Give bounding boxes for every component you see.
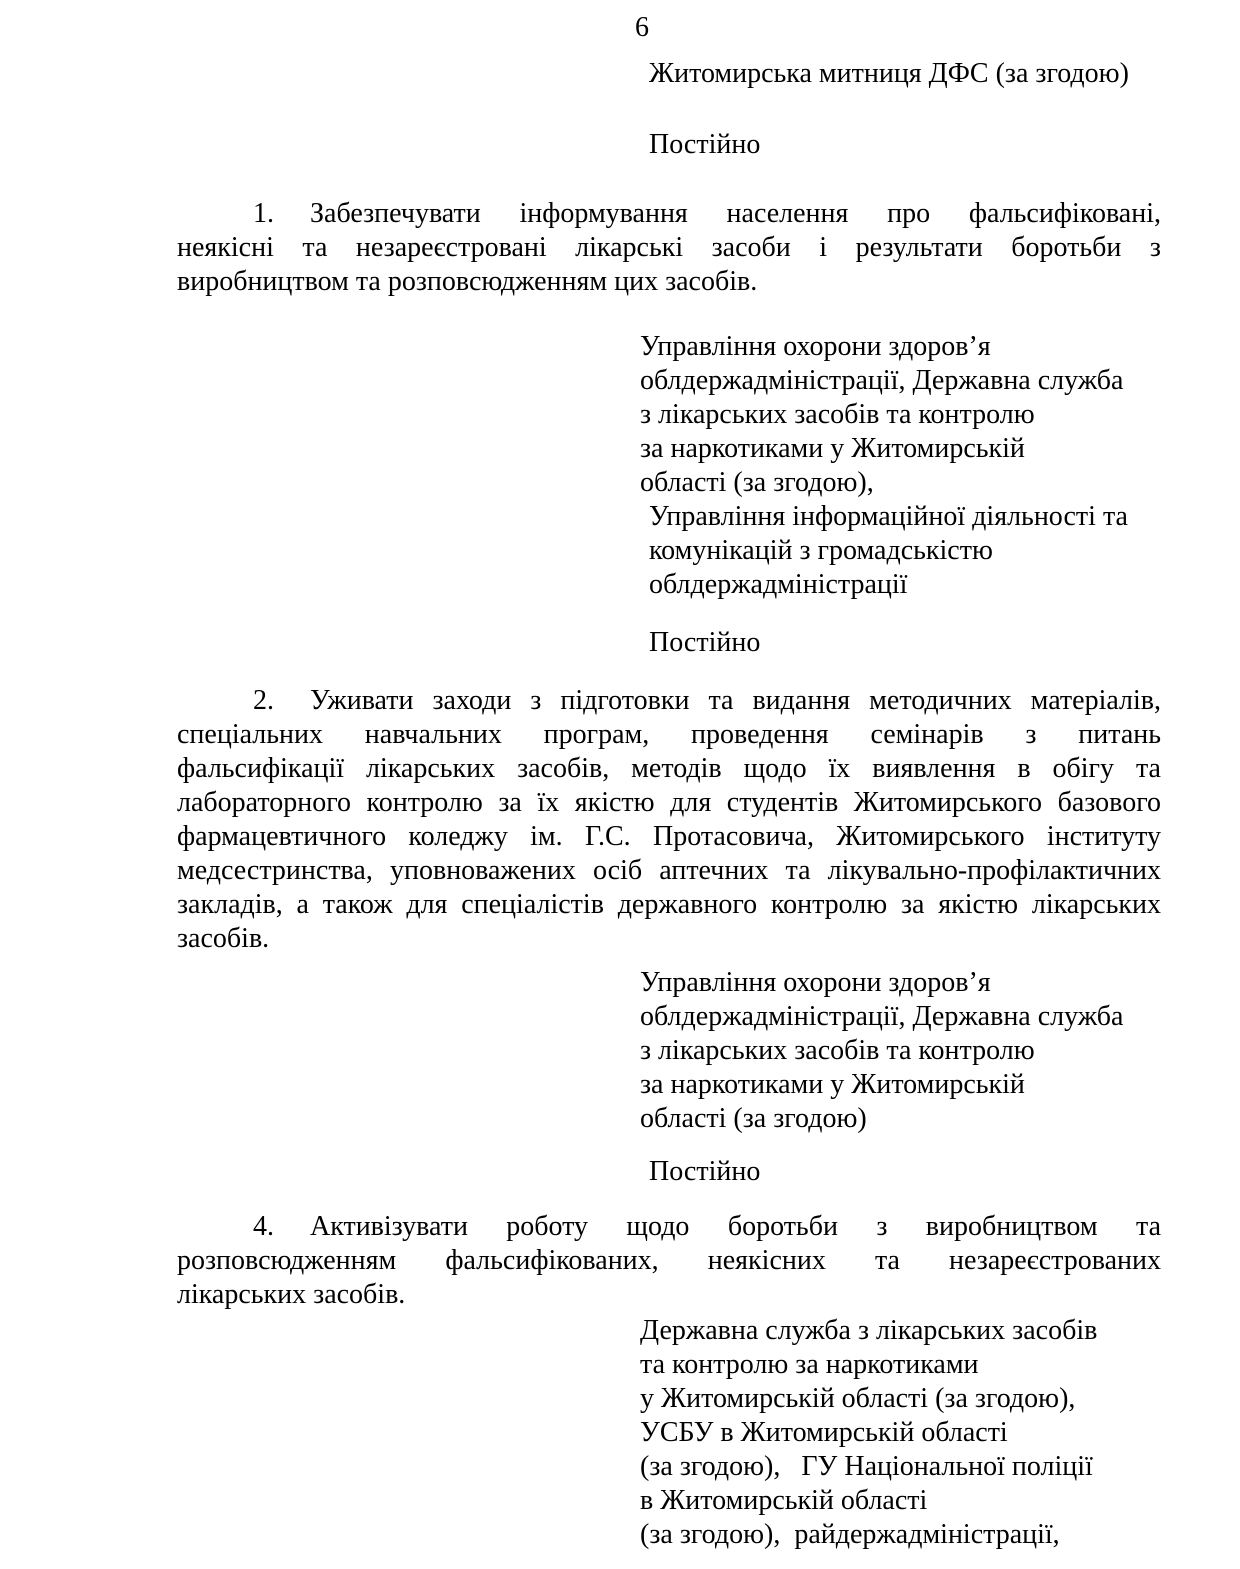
executor-line: Управління охорони здоров’я xyxy=(640,967,991,998)
executor-line: з лікарських засобів та контролю xyxy=(640,1035,1035,1066)
paragraph-line: спеціальних навчальних програм, проведення семінарів з питань xyxy=(177,719,1161,750)
executor-line: Управління інформаційної діяльності та xyxy=(649,501,1128,532)
paragraph-line-text: Уживати заходи з підготовки та видання методичних матеріалів, xyxy=(310,685,1161,716)
header-executor: Житомирська митниця ДФС (за згодою) xyxy=(649,58,1129,89)
executor-line: за наркотиками у Житомирській xyxy=(640,1069,1025,1100)
executor-line: Державна служба з лікарських засобів xyxy=(640,1315,1098,1346)
paragraph-line: виробництвом та розповсюдженням цих засобів. xyxy=(177,266,758,297)
page-number: 6 xyxy=(635,12,649,43)
executor-line: у Житомирській області (за згодою), xyxy=(640,1383,1076,1414)
paragraph-line: медсестринства, уповноважених осіб аптечних та лікувально-профілактичних xyxy=(177,855,1161,886)
paragraph-line xyxy=(177,684,1161,718)
executor-line: (за згодою), райдержадміністрації, xyxy=(640,1519,1060,1550)
paragraph-line-text: Забезпечувати інформування населення про фальсифіковані, xyxy=(310,198,1161,229)
paragraph-line: лікарських засобів. xyxy=(177,1279,406,1310)
executor-line: облдержадміністрації xyxy=(649,569,908,600)
paragraph-line xyxy=(177,1210,1161,1244)
executor-line: облдержадміністрації, Державна служба xyxy=(640,1001,1124,1032)
paragraph-line: неякісні та незареєстровані лікарські засоби і результати боротьби з xyxy=(177,232,1161,263)
term-label-item-1: Постійно xyxy=(649,627,761,658)
paragraph-line: фальсифікації лікарських засобів, методів щодо їх виявлення в обігу та xyxy=(177,753,1161,784)
executor-line: Управління охорони здоров’я xyxy=(640,331,991,362)
executor-line: за наркотиками у Житомирській xyxy=(640,433,1025,464)
item-4-executors xyxy=(0,1314,1240,1552)
item-1-paragraph xyxy=(177,197,1161,299)
paragraph-line: фармацевтичного коледжу ім. Г.С. Протасовича, Житомирського інституту xyxy=(177,821,1161,852)
executor-line: (за згодою), ГУ Національної поліції xyxy=(640,1451,1093,1482)
term-label-item-2: Постійно xyxy=(649,1156,761,1187)
paragraph-line: розповсюдженням фальсифікованих, неякісних та незареєстрованих xyxy=(177,1245,1161,1276)
item-4-number: 4. xyxy=(253,1211,274,1242)
term-label-header: Постійно xyxy=(649,129,761,160)
executor-line: комунікацій з громадськістю xyxy=(649,535,993,566)
executor-line: в Житомирській області xyxy=(640,1485,928,1516)
item-2-number: 2. xyxy=(253,685,274,716)
paragraph-line: лабораторного контролю за їх якістю для студентів Житомирського базового xyxy=(177,787,1161,818)
item-4-paragraph xyxy=(177,1210,1161,1312)
paragraph-line-text: Активізувати роботу щодо боротьби з виробництвом та xyxy=(310,1211,1161,1242)
item-2-paragraph xyxy=(177,684,1161,956)
executor-line: області (за згодою) xyxy=(640,1103,867,1134)
paragraph-line xyxy=(177,197,1161,231)
executor-line: УСБУ в Житомирській області xyxy=(640,1417,1008,1448)
item-2-executors xyxy=(0,966,1240,1136)
executor-line: облдержадміністрації, Державна служба xyxy=(640,365,1124,396)
paragraph-line: закладів, а також для спеціалістів державного контролю за якістю лікарських xyxy=(177,889,1161,920)
item-1-executors xyxy=(0,330,1240,602)
item-1-number: 1. xyxy=(253,198,274,229)
paragraph-line: засобів. xyxy=(177,923,270,954)
executor-line: з лікарських засобів та контролю xyxy=(640,399,1035,430)
executor-line: області (за згодою), xyxy=(640,467,874,498)
executor-line: та контролю за наркотиками xyxy=(640,1349,979,1380)
